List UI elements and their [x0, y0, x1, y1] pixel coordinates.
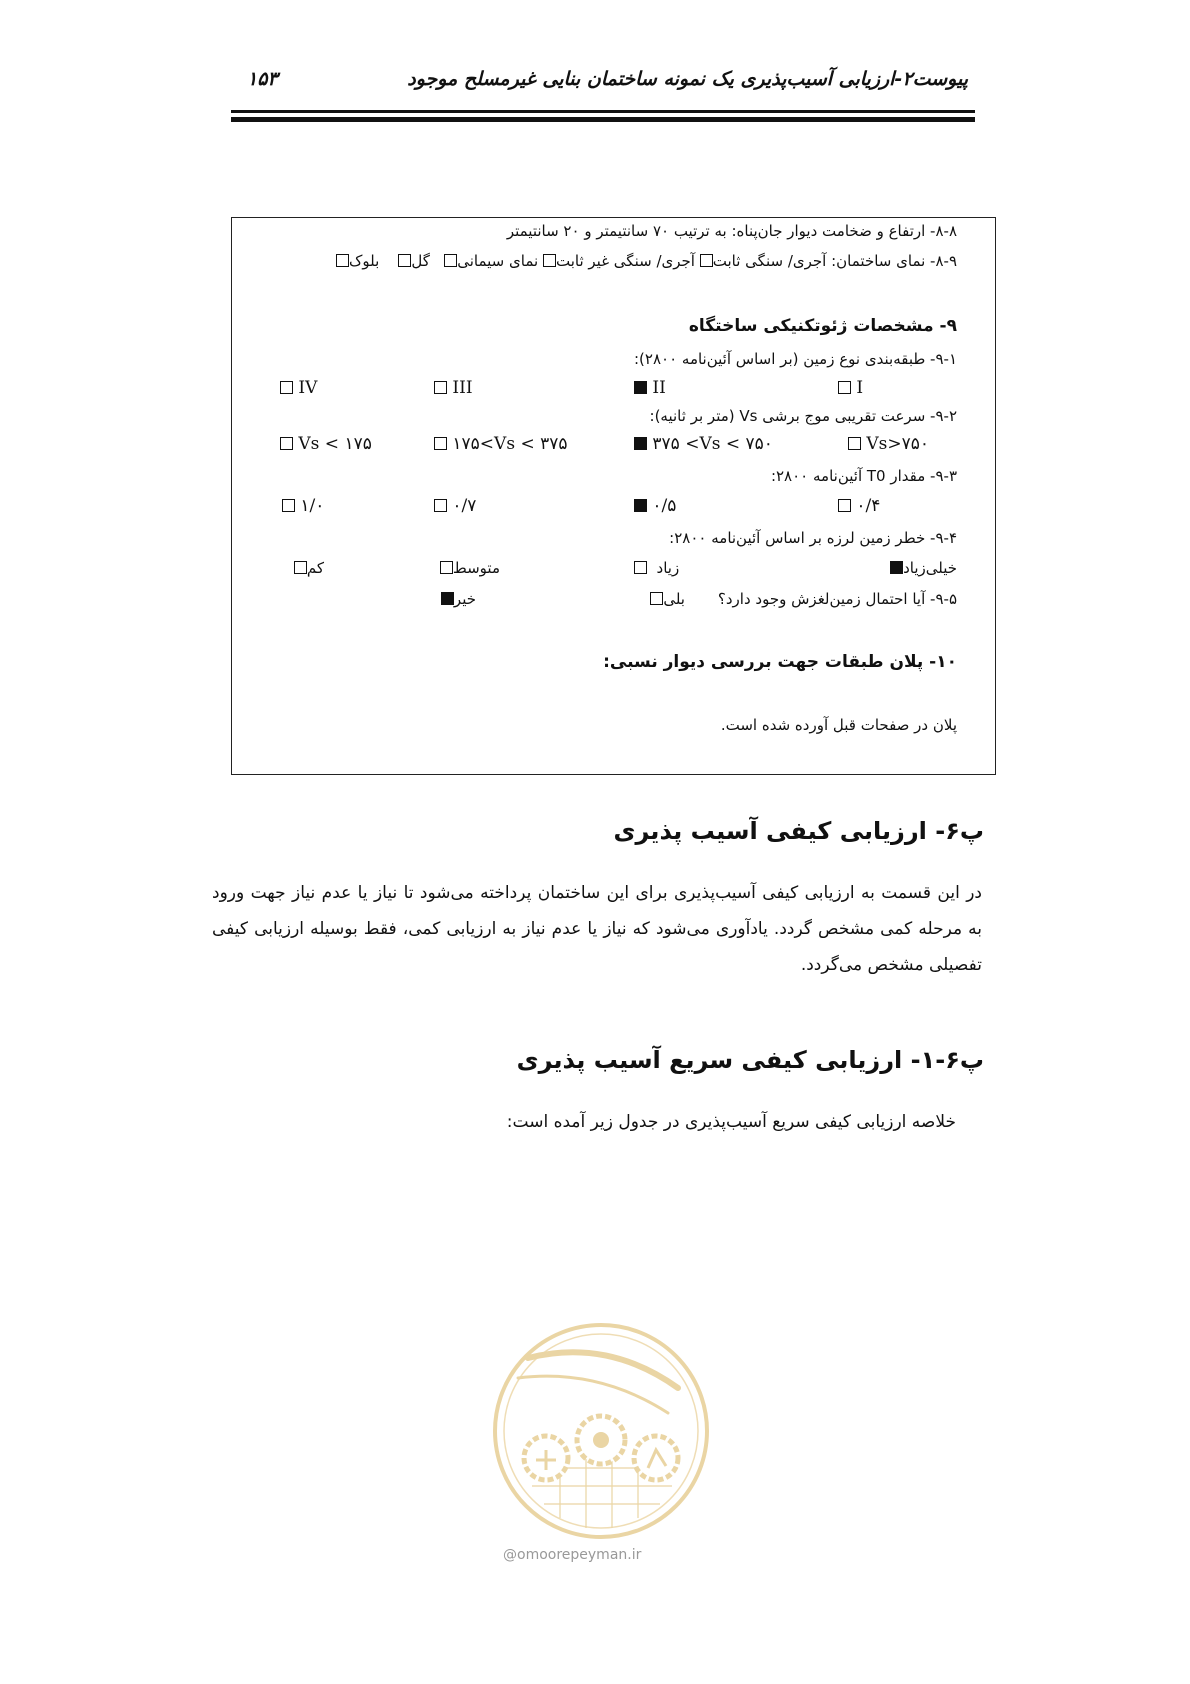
- item-8-9-label: ۸-۹- نمای ساختمان:: [831, 252, 957, 270]
- watermark-url: @omoorepeyman.ir: [503, 1547, 642, 1563]
- checkbox[interactable]: [838, 381, 851, 394]
- checkbox[interactable]: [634, 561, 647, 574]
- section-10-text: پلان در صفحات قبل آورده شده است.: [720, 716, 957, 734]
- shear-wave-option[interactable]: Vs < ۱۷۵: [280, 434, 372, 454]
- checkbox-checked[interactable]: [890, 561, 903, 574]
- paragraph-p6-1: خلاصه ارزیابی کیفی سریع آسیب‌پذیری در جدول زیر آمده است:: [506, 1112, 956, 1132]
- checkbox-checked[interactable]: [441, 592, 454, 605]
- hazard-option[interactable]: زیاد: [634, 559, 679, 577]
- soil-type-option[interactable]: IV: [280, 378, 317, 398]
- checkbox[interactable]: [434, 499, 447, 512]
- checkbox[interactable]: [398, 254, 411, 267]
- checkbox[interactable]: [336, 254, 349, 267]
- t0-option[interactable]: ۰/۵: [634, 496, 676, 516]
- shear-wave-option[interactable]: Vs>۷۵۰: [848, 434, 929, 454]
- checkbox[interactable]: [434, 437, 447, 450]
- watermark-logo: [488, 1318, 714, 1544]
- section-heading-p6-1: پ۶-۱- ارزیابی کیفی سریع آسیب پذیری: [516, 1046, 984, 1074]
- page-number: ۱۵۳: [247, 68, 278, 90]
- checkbox[interactable]: [848, 437, 861, 450]
- checkbox[interactable]: [282, 499, 295, 512]
- question-9-3: ۹-۳- مقدار T0 آئین‌نامه ۲۸۰۰:: [770, 467, 957, 485]
- soil-type-option[interactable]: II: [634, 378, 666, 398]
- landslide-option-no[interactable]: خیر: [441, 590, 476, 608]
- checkbox[interactable]: [280, 437, 293, 450]
- t0-option[interactable]: ۰/۴: [838, 496, 880, 516]
- checkbox-checked[interactable]: [634, 437, 647, 450]
- checkbox[interactable]: [294, 561, 307, 574]
- section-heading-p6: پ۶- ارزیابی کیفی آسیب پذیری: [613, 817, 984, 845]
- hazard-option[interactable]: متوسط: [440, 559, 500, 577]
- t0-option[interactable]: ۰/۷: [434, 496, 476, 516]
- item-8-8: ۸-۸- ارتفاع و ضخامت دیوار جان‌پناه: به ترتیب ۷۰ سانتیمتر و ۲۰ سانتیمتر: [506, 222, 957, 240]
- soil-type-option[interactable]: III: [434, 378, 473, 398]
- shear-wave-option[interactable]: ۱۷۵<Vs < ۳۷۵: [434, 434, 568, 454]
- facade-option-4: گل: [411, 252, 430, 270]
- checkbox-checked[interactable]: [634, 499, 647, 512]
- checkbox-checked[interactable]: [634, 381, 647, 394]
- checkbox[interactable]: [280, 381, 293, 394]
- section-10-title: ۱۰- پلان طبقات جهت بررسی دیوار نسبی:: [603, 652, 957, 672]
- facade-option-5: بلوک: [349, 252, 380, 270]
- question-9-2: ۹-۲- سرعت تقریبی موج برشی Vs (متر بر ثانیه):: [649, 407, 957, 425]
- question-9-4: ۹-۴- خطر زمین لرزه بر اساس آئین‌نامه ۲۸۰۰:: [669, 529, 957, 547]
- checkbox[interactable]: [650, 592, 663, 605]
- facade-option-2: آجری/ سنگی غیر ثابت: [555, 252, 695, 270]
- facade-option-3: نمای سیمانی: [457, 252, 539, 270]
- running-header-title: پیوست۲-ارزیابی آسیب‌پذیری یک نمونه ساختمان بنایی غیرمسلح موجود: [407, 68, 968, 90]
- checkbox[interactable]: [434, 381, 447, 394]
- facade-option-1: آجری/ سنگی ثابت: [712, 252, 827, 270]
- checkbox[interactable]: [440, 561, 453, 574]
- hazard-option[interactable]: کم: [294, 559, 324, 577]
- section-9-title: ۹- مشخصات ژئوتکنیکی ساختگاه: [688, 316, 957, 336]
- paragraph-p6: در این قسمت به ارزیابی کیفی آسیب‌پذیری برای این ساختمان پرداخته می‌شود تا نیاز یا عدم نیاز جهت ورود به مرحله کمی مشخص گردد. یادآوری می‌شود که نیاز یا عدم نیاز به ارزیابی کمی، فقط بوسیله ارزیابی کیفی تفصیلی مشخص می‌گردد.: [212, 883, 982, 975]
- checkbox[interactable]: [838, 499, 851, 512]
- hazard-option[interactable]: خیلی‌زیاد: [890, 559, 957, 577]
- soil-type-option[interactable]: I: [838, 378, 863, 398]
- question-9-1: ۹-۱- طبقه‌بندی نوع زمین (بر اساس آئین‌نامه ۲۸۰۰):: [634, 350, 957, 368]
- checkbox[interactable]: [700, 254, 713, 267]
- item-8-9: [336, 252, 957, 270]
- t0-option[interactable]: ۱/۰: [282, 496, 324, 516]
- checkbox[interactable]: [444, 254, 457, 267]
- shear-wave-option[interactable]: ۳۷۵ <Vs < ۷۵۰: [634, 434, 773, 454]
- checkbox[interactable]: [543, 254, 556, 267]
- question-9-5: ۹-۵- آیا احتمال زمین‌لغزش وجود دارد؟: [717, 590, 957, 608]
- header-rule-thick: [231, 117, 975, 122]
- landslide-option-yes[interactable]: بلی: [650, 590, 685, 608]
- header-rule-thin: [231, 110, 975, 113]
- questionnaire-box: [231, 217, 996, 775]
